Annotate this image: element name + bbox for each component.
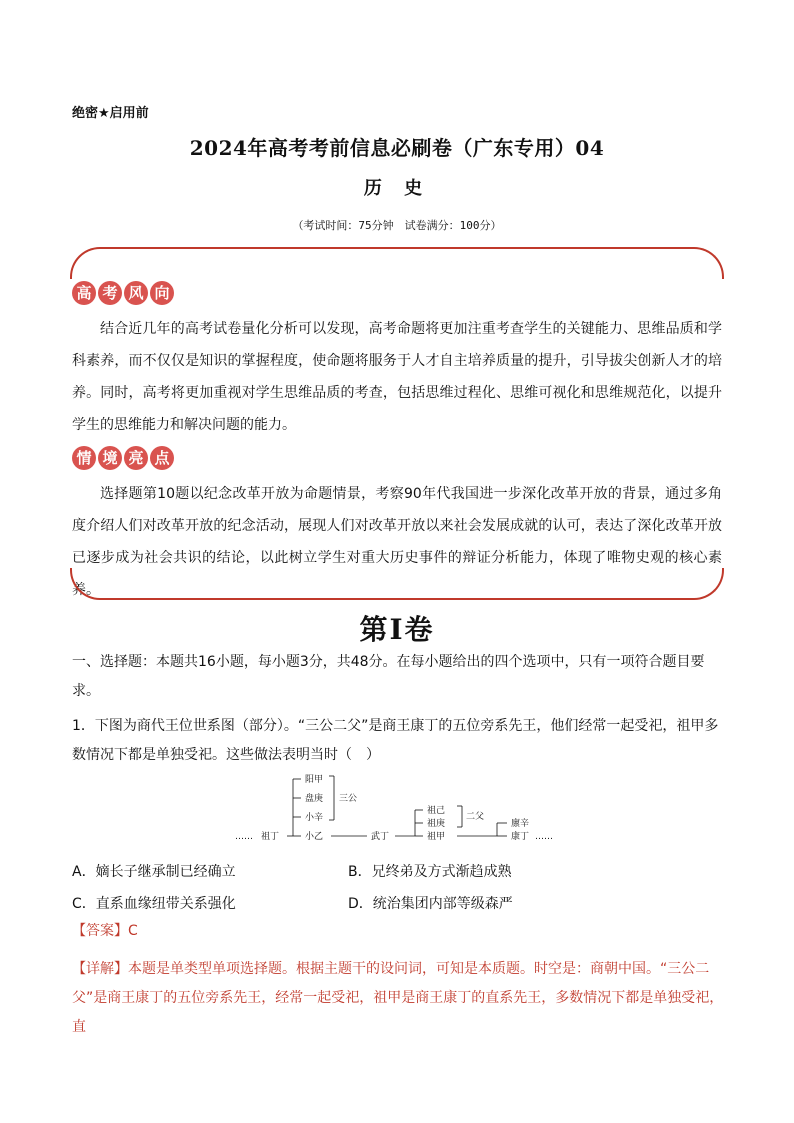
trend-badge-char: 向 xyxy=(150,281,174,305)
highlight-paragraph: 选择题第10题以纪念改革开放为命题情景，考察90年代我国进一步深化改革开放的背景，通过多角度介绍人们对改革开放的纪念活动，展现人们对改革开放以来社会发展成就的认可，表达了深化改革开放已逐步成为社会共识的结论，以此树立学生对重大历史事件的辩证分析能力，体现了唯物史观的核心素养。 xyxy=(72,486,722,598)
king-name: 康丁 xyxy=(511,832,530,842)
highlight-badge xyxy=(72,446,174,470)
highlight-badge-char: 境 xyxy=(98,446,122,470)
option-c: C．直系血缘纽带关系强化 xyxy=(72,896,236,912)
confidential-label: 绝密★启用前 xyxy=(72,106,149,121)
lineage-dots: …… xyxy=(535,832,553,842)
king-name: 祖庚 xyxy=(427,819,446,829)
trend-paragraph: 结合近几年的高考试卷量化分析可以发现，高考命题将更加注重考查学生的关键能力、思维品质和学科素养，而不仅仅是知识的掌握程度，使命题将服务于人才自主培养质量的提升，引导拔尖创新人才的培养。同时，高考将更加重视对学生思维品质的考查，包括思维过程化、思维可视化和思维规范化，以提升学生的思维能力和解决问题的能力。 xyxy=(72,321,722,433)
explanation-text: 【详解】本题是单类型单项选择题。根据主题干的设问词，可知是本质题。时空是：商朝中国。“三公二父”是商王康丁的五位旁系先王，经常一起受祀，祖甲是商王康丁的直系先王，多数情况下都是单独受祀，直 xyxy=(72,961,724,1035)
subject-title: 历 史 xyxy=(363,178,431,199)
king-name: 廪辛 xyxy=(511,819,530,829)
highlight-badge-char: 亮 xyxy=(124,446,148,470)
trend-badge-char: 考 xyxy=(98,281,122,305)
king-name: 小乙 xyxy=(305,832,324,842)
option-b: B．兄终弟及方式渐趋成熟 xyxy=(348,864,512,880)
option-d: D．统治集团内部等级森严 xyxy=(348,896,513,912)
exam-title: 2024年高考考前信息必刷卷（广东专用）04 xyxy=(189,136,605,160)
highlight-badge-char: 点 xyxy=(150,446,174,470)
trend-badge-char: 风 xyxy=(124,281,148,305)
group-label-erfu: 二父 xyxy=(466,812,485,822)
king-name: 祖甲 xyxy=(427,832,446,842)
exam-info: （考试时间：75分钟 试卷满分：100分） xyxy=(292,219,502,232)
king-name: 小辛 xyxy=(305,813,324,823)
volume-heading: 第I卷 xyxy=(359,613,435,646)
king-name: 武丁 xyxy=(371,832,390,842)
question-1-stem: 1．下图为商代王位世系图（部分）。“三公二父”是商王康丁的五位旁系先王，他们经常一起受祀，祖甲多数情况下都是单独受祀。这些做法表明当时（ ） xyxy=(72,718,719,763)
king-name: 祖丁 xyxy=(261,832,280,842)
lineage-dots: …… xyxy=(235,832,253,842)
answer-label: 【答案】C xyxy=(72,923,138,939)
king-name: 阳甲 xyxy=(305,775,324,785)
king-name: 盘庚 xyxy=(305,794,324,804)
trend-badge-char: 高 xyxy=(72,281,96,305)
frame-top-border xyxy=(70,247,724,279)
group-label-sangong: 三公 xyxy=(339,794,358,804)
highlight-badge-char: 情 xyxy=(72,446,96,470)
option-a: A．嫡长子继承制已经确立 xyxy=(72,864,236,880)
dynasty-lineage-diagram xyxy=(235,772,565,847)
trend-badge xyxy=(72,281,174,305)
frame-bottom-border xyxy=(70,568,724,600)
section-intro: 一、选择题：本题共16小题，每小题3分，共48分。在每小题给出的四个选项中，只有一项符合题目要求。 xyxy=(72,654,705,699)
king-name: 祖己 xyxy=(427,806,446,816)
